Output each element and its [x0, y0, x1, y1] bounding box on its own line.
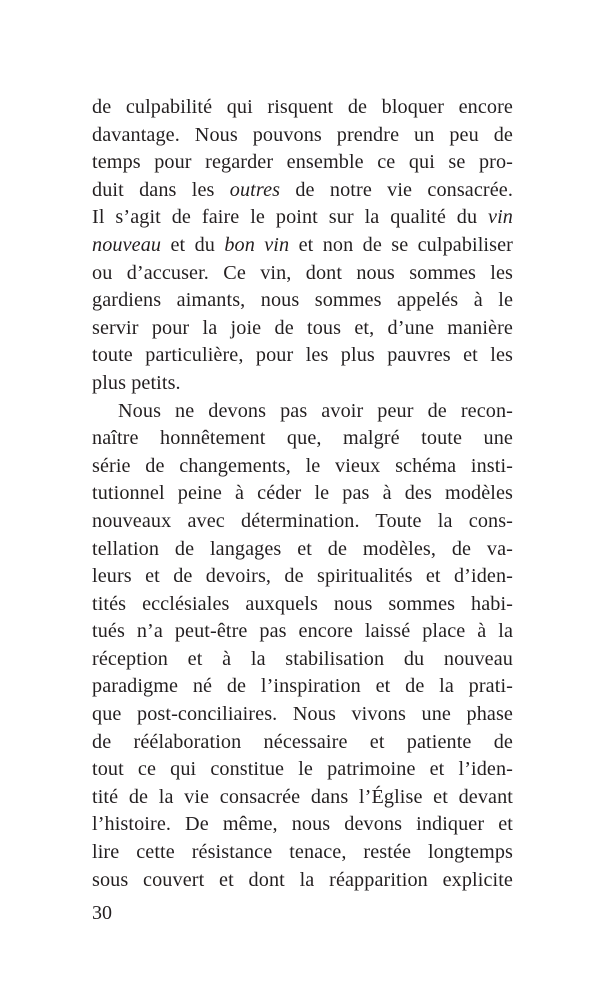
text-line [92, 149, 513, 177]
text-segment: tités ecclésiales auxquels nous sommes habi- [92, 592, 513, 615]
italic-text: nouveau [92, 233, 162, 256]
italic-text: vin [488, 206, 513, 229]
text-segment: tellation de langages et de modèles, de va- [92, 537, 513, 560]
page-number: 30 [92, 902, 112, 924]
text-segment: nouveaux avec détermination. Toute la cons- [92, 509, 513, 532]
text-segment: sous couvert et dont la réapparition explicite [92, 868, 513, 891]
text-segment: leurs et de devoirs, de spiritualités et d’iden- [92, 565, 513, 588]
text-line [92, 260, 513, 288]
text-line [92, 536, 513, 564]
text-line [92, 425, 513, 453]
text-line [92, 177, 513, 205]
text-segment: Nous ne devons pas avoir peur de recon- [118, 399, 513, 422]
text-line [92, 618, 513, 646]
paragraph [92, 398, 513, 895]
text-segment: ou d’accuser. Ce vin, dont nous sommes les [92, 261, 513, 284]
paragraph [92, 94, 513, 398]
text-line [92, 398, 513, 426]
text-segment: davantage. Nous pouvons prendre un peu de [92, 123, 513, 146]
text-segment: série de changements, le vieux schéma insti- [92, 454, 513, 477]
text-segment: de culpabilité qui risquent de bloquer encore [92, 96, 513, 118]
text-line [92, 591, 513, 619]
text-line [92, 646, 513, 674]
text-segment: toute particulière, pour les plus pauvres et les [92, 344, 513, 367]
text-segment: tutionnel peine à céder le pas à des modèles [92, 482, 513, 505]
italic-text: bon vin [224, 233, 290, 256]
text-segment: réception et à la stabilisation du nouveau [92, 647, 513, 670]
text-line [92, 315, 513, 343]
text-segment: tués n’a peut-être pas encore laissé place à la [92, 620, 513, 643]
text-line [92, 673, 513, 701]
text-segment: que post-conciliaires. Nous vivons une phase [92, 703, 513, 726]
text-line [92, 839, 513, 867]
text-segment: plus petits. [92, 371, 181, 394]
text-segment: et du [161, 233, 225, 256]
text-line [92, 508, 513, 536]
italic-text: outres [229, 178, 281, 201]
text-segment: l’histoire. De même, nous devons indiquer et [92, 813, 513, 836]
text-line [92, 453, 513, 481]
text-line [92, 729, 513, 757]
text-line [92, 867, 513, 895]
text-line [92, 784, 513, 812]
text-line [92, 701, 513, 729]
text-line [92, 480, 513, 508]
text-line [92, 811, 513, 839]
text-segment: tout ce qui constitue le patrimoine et l’iden- [92, 758, 513, 781]
text-line [92, 204, 513, 232]
page-body [92, 94, 513, 894]
text-line [92, 287, 513, 315]
text-segment: temps pour regarder ensemble ce qui se pro- [92, 151, 513, 174]
text-segment: tité de la vie consacrée dans l’Église et devant [92, 785, 513, 808]
text-segment: paradigme né de l’inspiration et de la prati- [92, 675, 513, 698]
text-segment: de réélaboration nécessaire et patiente de [92, 730, 513, 753]
text-line [92, 563, 513, 591]
text-segment: duit dans les [92, 178, 230, 201]
text-line [92, 756, 513, 784]
text-segment: Il s’agit de faire le point sur la qualité du [92, 206, 489, 229]
text-segment: gardiens aimants, nous sommes appelés à le [92, 289, 513, 312]
text-line [92, 370, 513, 398]
text-line [92, 232, 513, 260]
text-segment: lire cette résistance tenace, restée longtemps [92, 841, 513, 864]
text-line [92, 94, 513, 122]
text-line [92, 342, 513, 370]
text-segment: naître honnêtement que, malgré toute une [92, 427, 513, 450]
text-segment: de notre vie consacrée. [280, 178, 513, 201]
text-segment: et non de se culpabiliser [289, 233, 513, 256]
text-segment: servir pour la joie de tous et, d’une manière [92, 316, 513, 339]
text-line [92, 122, 513, 150]
